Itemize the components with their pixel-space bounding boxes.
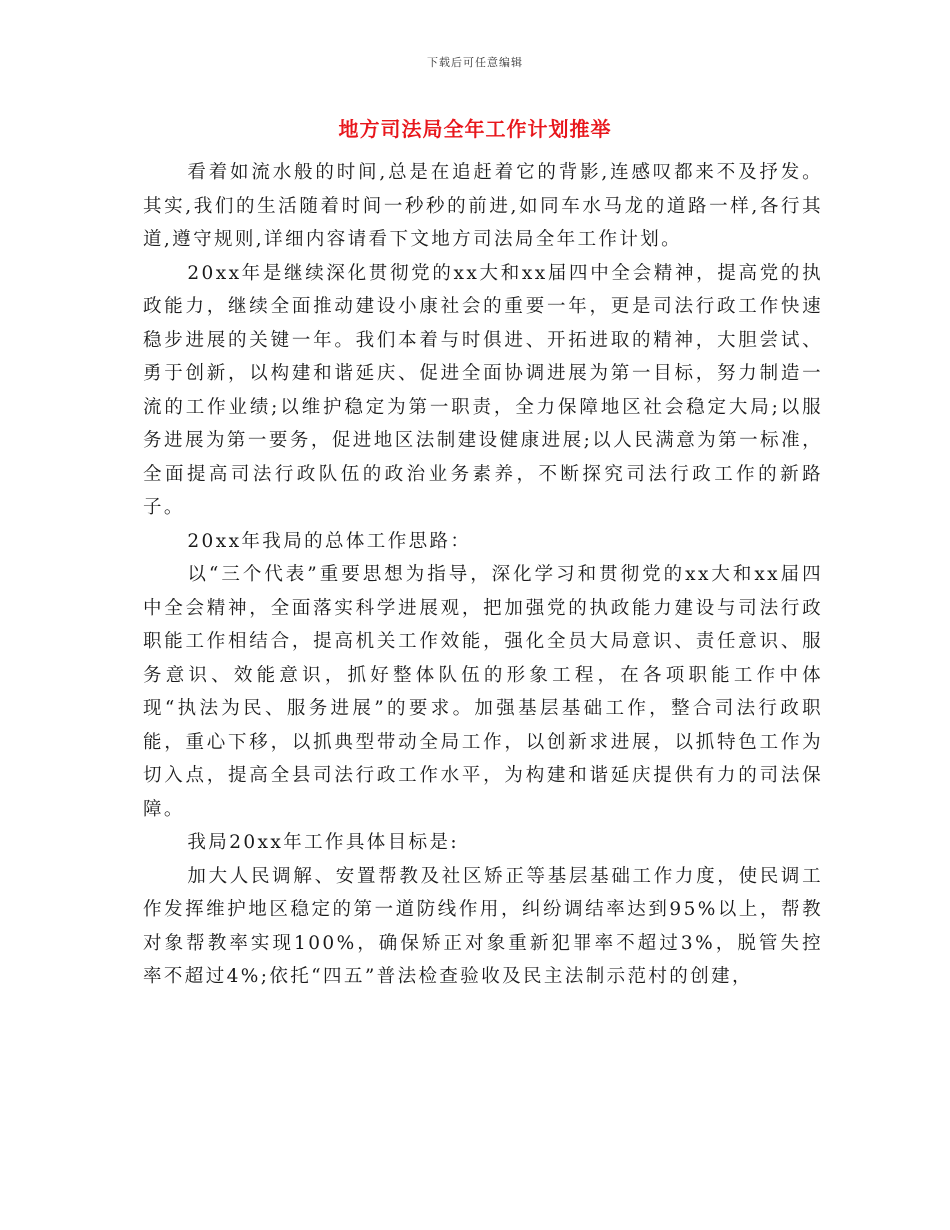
paragraph-guiding-thought: 以“三个代表”重要思想为指导，深化学习和贯彻党的xx大和xx届四中全会精神，全面落实科学进展观，把加强党的执政能力建设与司法行政职能工作相结合，提高机关工作效能，强化全员大局意识、责任意识、服务意识、效能意识，抓好整体队伍的形象工程，在各项职能工作中体现“执法为民、服务进展”的要求。加强基层基础工作，整合司法行政职能，重心下移，以抓典型带动全局工作，以创新求进展，以抓特色工作为切入点，提高全县司法行政工作水平，为构建和谐延庆提供有力的司法保障。 [143,564,823,820]
document-body [143,156,823,994]
page-header: 下载后可任意编辑 [427,56,523,69]
paragraph-goals-heading: 我局20xx年工作具体目标是: [187,832,460,853]
paragraph-overview: 20xx年是继续深化贯彻党的xx大和xx届四中全会精神，提高党的执政能力，继续全面推动建设小康社会的重要一年，更是司法行政工作快速稳步进展的关键一年。我们本着与时俱进、开拓进取的精神，大胆尝试、勇于创新，以构建和谐延庆、促进全面协调进展为第一目标，努力制造一流的工作业绩;以维护稳定为第一职责，全力保障地区社会稳定大局;以服务进展为第一要务，促进地区法制建设健康进展;以人民满意为第一标准，全面提高司法行政队伍的政治业务素养，不断探究司法行政工作的新路子。 [143,262,823,518]
document-title: 地方司法局全年工作计划推举 [338,117,612,141]
paragraph-intro: 看着如流水般的时间,总是在追赶着它的背影,连感叹都来不及抒发。其实,我们的生活随着时间一秒秒的前进,如同车水马龙的道路一样,各行其道,遵守规则,详细内容请看下文地方司法局全年工作计划。 [143,162,823,250]
paragraph-goals: 加大人民调解、安置帮教及社区矫正等基层基础工作力度，使民调工作发挥维护地区稳定的第一道防线作用，纠纷调结率达到95%以上，帮教对象帮教率实现100%，确保矫正对象重新犯罪率不超过3%，脱管失控率不超过4%;依托“四五”普法检查验收及民主法制示范村的创建， [143,865,823,987]
paragraph-thinking-heading: 20xx年我局的总体工作思路： [187,530,472,552]
